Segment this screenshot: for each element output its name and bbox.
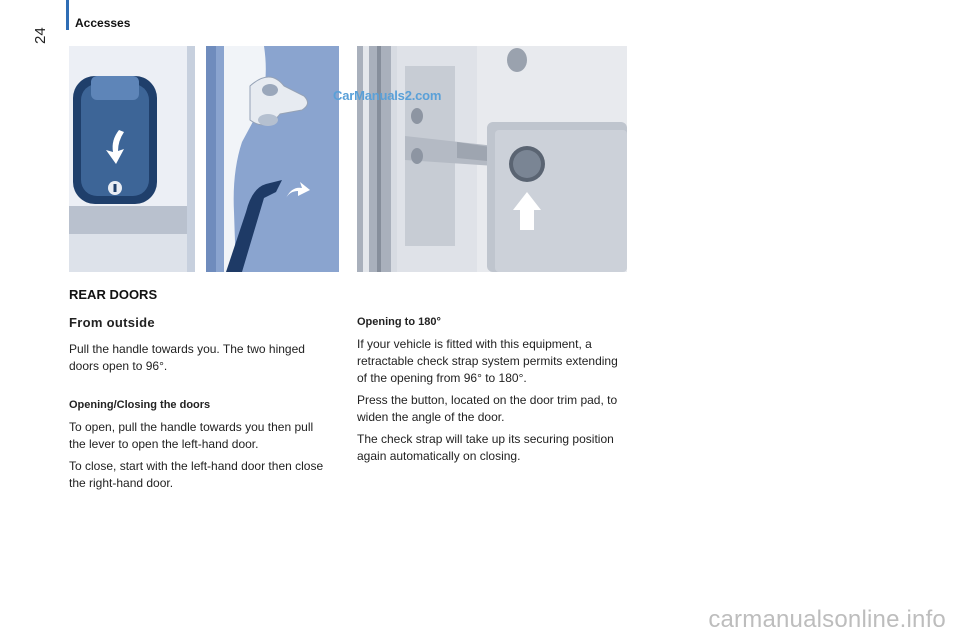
opening-180-heading: Opening to 180° (357, 316, 441, 328)
watermark: CarManuals2.com (333, 88, 442, 103)
intro-paragraph: Pull the handle towards you. The two hinged doors open to 96°. (69, 342, 305, 373)
header-accent-bar (66, 0, 69, 30)
securing-paragraph: The check strap will take up its securing position again automatically on closing. (357, 432, 614, 463)
footer-brand: carmanualsonline.info (708, 606, 946, 633)
opening-paragraph: To open, pull the handle towards you then pull the lever to open the left-hand door. (69, 420, 314, 451)
main-heading: REAR DOORS (69, 287, 158, 302)
from-outside-heading: From outside (69, 315, 155, 330)
page-number: 24 (32, 27, 49, 44)
lock-icon (108, 181, 122, 195)
left-column (69, 314, 331, 497)
check-strap-paragraph: If your vehicle is fitted with this equipment, a retractable check strap system permits extending of the opening from 96° to 180°. (357, 337, 618, 385)
opening-closing-heading: Opening/Closing the doors (69, 399, 211, 411)
closing-paragraph: To close, start with the left-hand door then close the right-hand door. (69, 459, 324, 490)
section-title: Accesses (75, 16, 131, 30)
photo-check-strap-button (357, 46, 627, 272)
photo-door-handle (69, 46, 195, 272)
right-column (357, 314, 622, 470)
photo-door-lever (206, 46, 339, 272)
press-button-paragraph: Press the button, located on the door trim pad, to widen the angle of the door. (357, 393, 618, 424)
